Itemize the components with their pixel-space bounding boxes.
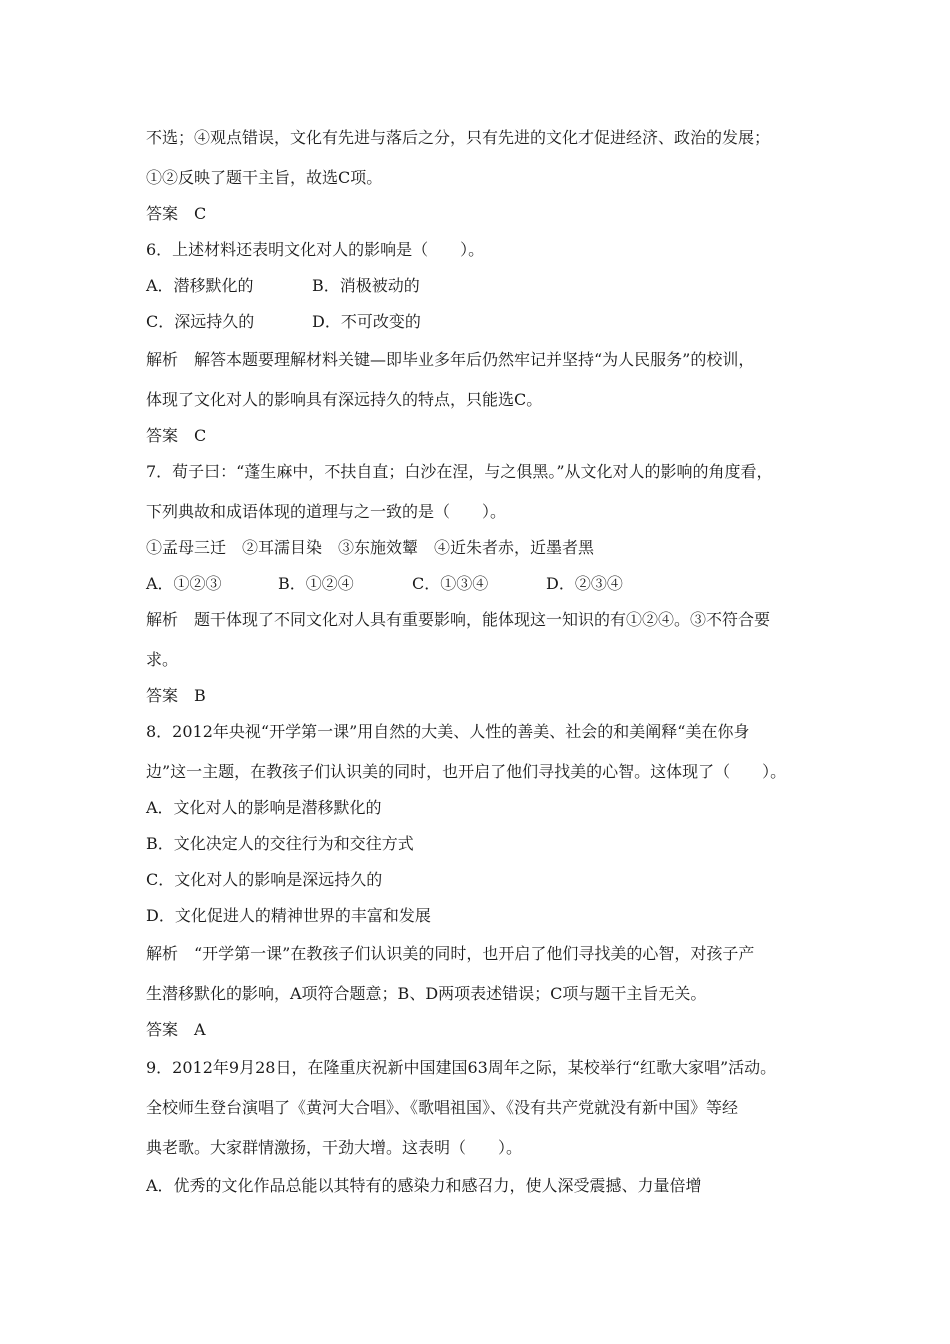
option-a: A．优秀的文化作品总能以其特有的感染力和感召力，使人深受震撼、力量倍增 <box>146 1176 702 1195</box>
answer-line: 答案 C <box>146 204 207 223</box>
option-c: C．①③④ <box>412 574 489 593</box>
answer-line: 答案 A <box>146 1020 206 1039</box>
option-a: A．潜移默化的 <box>146 276 254 295</box>
option-d: D．不可改变的 <box>312 312 421 331</box>
analysis-line: 解析 “开学第一课”在教孩子们认识美的同时，也开启了他们寻找美的心智，对孩子产 <box>146 944 755 963</box>
question-8-cont: 边”这一主题，在教孩子们认识美的同时，也开启了他们寻找美的心智。这体现了（ ）。 <box>146 762 787 781</box>
question-9: 9．2012年9月28日，在隆重庆祝新中国建国63周年之际，某校举行“红歌大家唱”活动。 <box>146 1058 777 1077</box>
option-a: A．①②③ <box>146 574 222 593</box>
analysis-line: 体现了文化对人的影响具有深远持久的特点，只能选C。 <box>146 390 543 409</box>
question-7-cont: 下列典故和成语体现的道理与之一致的是（ ）。 <box>146 502 507 521</box>
question-6: 6．上述材料还表明文化对人的影响是（ ）。 <box>146 240 485 259</box>
item-list: ①孟母三迁 ②耳濡目染 ③东施效颦 ④近朱者赤，近墨者黑 <box>146 538 595 557</box>
question-9-cont: 典老歌。大家群情激扬，干劲大增。这表明（ ）。 <box>146 1138 523 1157</box>
question-9-cont: 全校师生登台演唱了《黄河大合唱》、《歌唱祖国》、《没有共产党就没有新中国》等经 <box>146 1098 739 1117</box>
analysis-line: 解析 解答本题要理解材料关键—即毕业多年后仍然牢记并坚持“为人民服务”的校训， <box>146 350 755 369</box>
analysis-line: ①②反映了题干主旨，故选C项。 <box>146 168 383 187</box>
option-c: C．深远持久的 <box>146 312 255 331</box>
analysis-line: 不选；④观点错误，文化有先进与落后之分，只有先进的文化才促进经济、政治的发展； <box>146 128 771 147</box>
option-d: D．②③④ <box>546 574 623 593</box>
analysis-line: 生潜移默化的影响，A项符合题意；B、D两项表述错误；C项与题干主旨无关。 <box>146 984 707 1003</box>
question-8: 8．2012年央视“开学第一课”用自然的大美、人性的善美、社会的和美阐释“美在你身 <box>146 722 750 741</box>
analysis-line: 求。 <box>146 650 179 669</box>
answer-line: 答案 C <box>146 426 207 445</box>
option-c: C．文化对人的影响是深远持久的 <box>146 870 383 889</box>
option-d: D．文化促进人的精神世界的丰富和发展 <box>146 906 431 925</box>
answer-line: 答案 B <box>146 686 206 705</box>
question-7: 7．荀子曰：“蓬生麻中，不扶自直；白沙在涅，与之俱黑。”从文化对人的影响的角度看， <box>146 462 773 481</box>
option-b: B．消极被动的 <box>312 276 420 295</box>
option-b: B．①②④ <box>278 574 354 593</box>
option-b: B．文化决定人的交往行为和交往方式 <box>146 834 414 853</box>
analysis-line: 解析 题干体现了不同文化对人具有重要影响，能体现这一知识的有①②④。③不符合要 <box>146 610 771 629</box>
option-a: A．文化对人的影响是潜移默化的 <box>146 798 382 817</box>
